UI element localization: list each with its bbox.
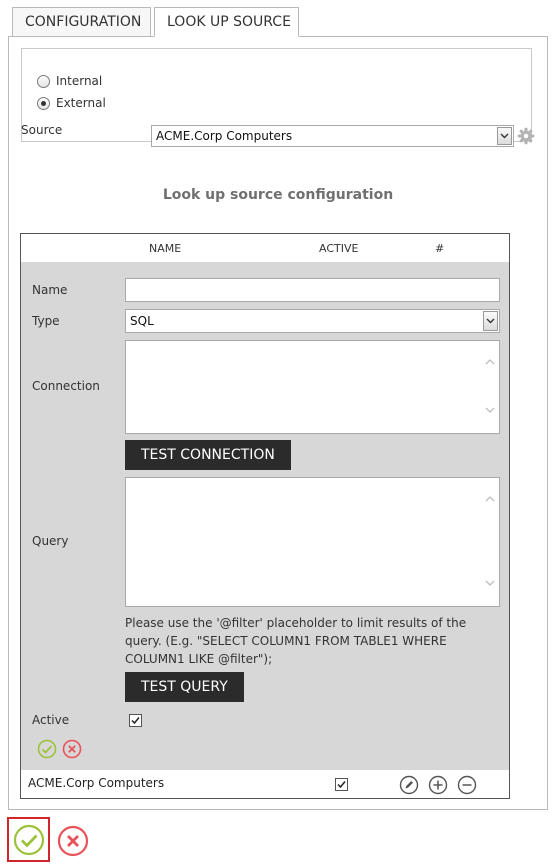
test-query-button[interactable]: TEST QUERY: [125, 672, 244, 702]
checkmark-icon: [336, 779, 347, 790]
type-select-value: SQL: [130, 314, 154, 328]
column-name: NAME: [149, 242, 182, 255]
radio-internal-label: Internal: [56, 74, 103, 88]
gear-icon[interactable]: [517, 127, 535, 145]
radio-internal-button[interactable]: [37, 75, 50, 88]
chevron-down-icon[interactable]: [485, 405, 495, 415]
name-input[interactable]: [125, 278, 500, 302]
source-select-value: ACME.Corp Computers: [156, 129, 293, 143]
editor-accept-check-circle-icon[interactable]: [37, 739, 57, 759]
chevron-up-icon[interactable]: [485, 494, 495, 504]
minus-icon[interactable]: [457, 775, 477, 795]
test-connection-button[interactable]: TEST CONNECTION: [125, 440, 291, 470]
radio-internal[interactable]: [37, 72, 102, 90]
section-title: Look up source configuration: [162, 187, 394, 203]
editor-cancel-cross-circle-icon[interactable]: [62, 739, 82, 759]
query-textarea[interactable]: [125, 477, 500, 607]
checkmark-icon: [130, 715, 141, 726]
row-active-checkbox[interactable]: [335, 778, 348, 791]
edit-icon[interactable]: [399, 775, 419, 795]
column-active: ACTIVE: [319, 242, 359, 255]
query-label: Query: [32, 534, 69, 548]
active-checkbox[interactable]: [129, 714, 142, 727]
type-select[interactable]: [125, 309, 500, 333]
chevron-down-icon[interactable]: [485, 578, 495, 588]
name-label: Name: [32, 283, 68, 297]
plus-icon[interactable]: [428, 775, 448, 795]
cross-circle-icon: [57, 825, 89, 857]
look-up-source-panel: [8, 36, 548, 810]
radio-external[interactable]: [37, 94, 106, 112]
source-select[interactable]: [151, 125, 514, 147]
source-label: Source: [21, 123, 63, 137]
lookup-source-grid: [20, 233, 510, 799]
type-label: Type: [32, 314, 60, 328]
active-label: Active: [32, 713, 70, 727]
column-hash: #: [435, 242, 445, 255]
table-row[interactable]: [21, 770, 509, 798]
tab-configuration[interactable]: CONFIGURATION: [12, 7, 151, 37]
radio-external-button[interactable]: [37, 97, 50, 110]
radio-external-label: External: [56, 96, 106, 110]
chevron-up-icon[interactable]: [485, 357, 495, 367]
connection-textarea[interactable]: [125, 340, 500, 434]
type-select-chevron-down-icon[interactable]: [483, 311, 498, 331]
tab-look-up-source[interactable]: LOOK UP SOURCE: [154, 7, 299, 37]
source-editor: [21, 262, 509, 770]
row-name: ACME.Corp Computers: [28, 776, 165, 790]
cancel-button[interactable]: [57, 825, 89, 861]
connection-label: Connection: [32, 379, 100, 393]
grid-header: [21, 234, 509, 262]
check-circle-icon: [13, 824, 45, 856]
query-hint: Please use the '@filter' placeholder to limit results of the query. (E.g. "SELECT COLUMN1 FROM TABLE1 WHERE COLUMN1 LIKE @filter");: [125, 616, 467, 666]
save-button[interactable]: [7, 817, 50, 862]
source-select-chevron-down-icon[interactable]: [497, 127, 512, 145]
